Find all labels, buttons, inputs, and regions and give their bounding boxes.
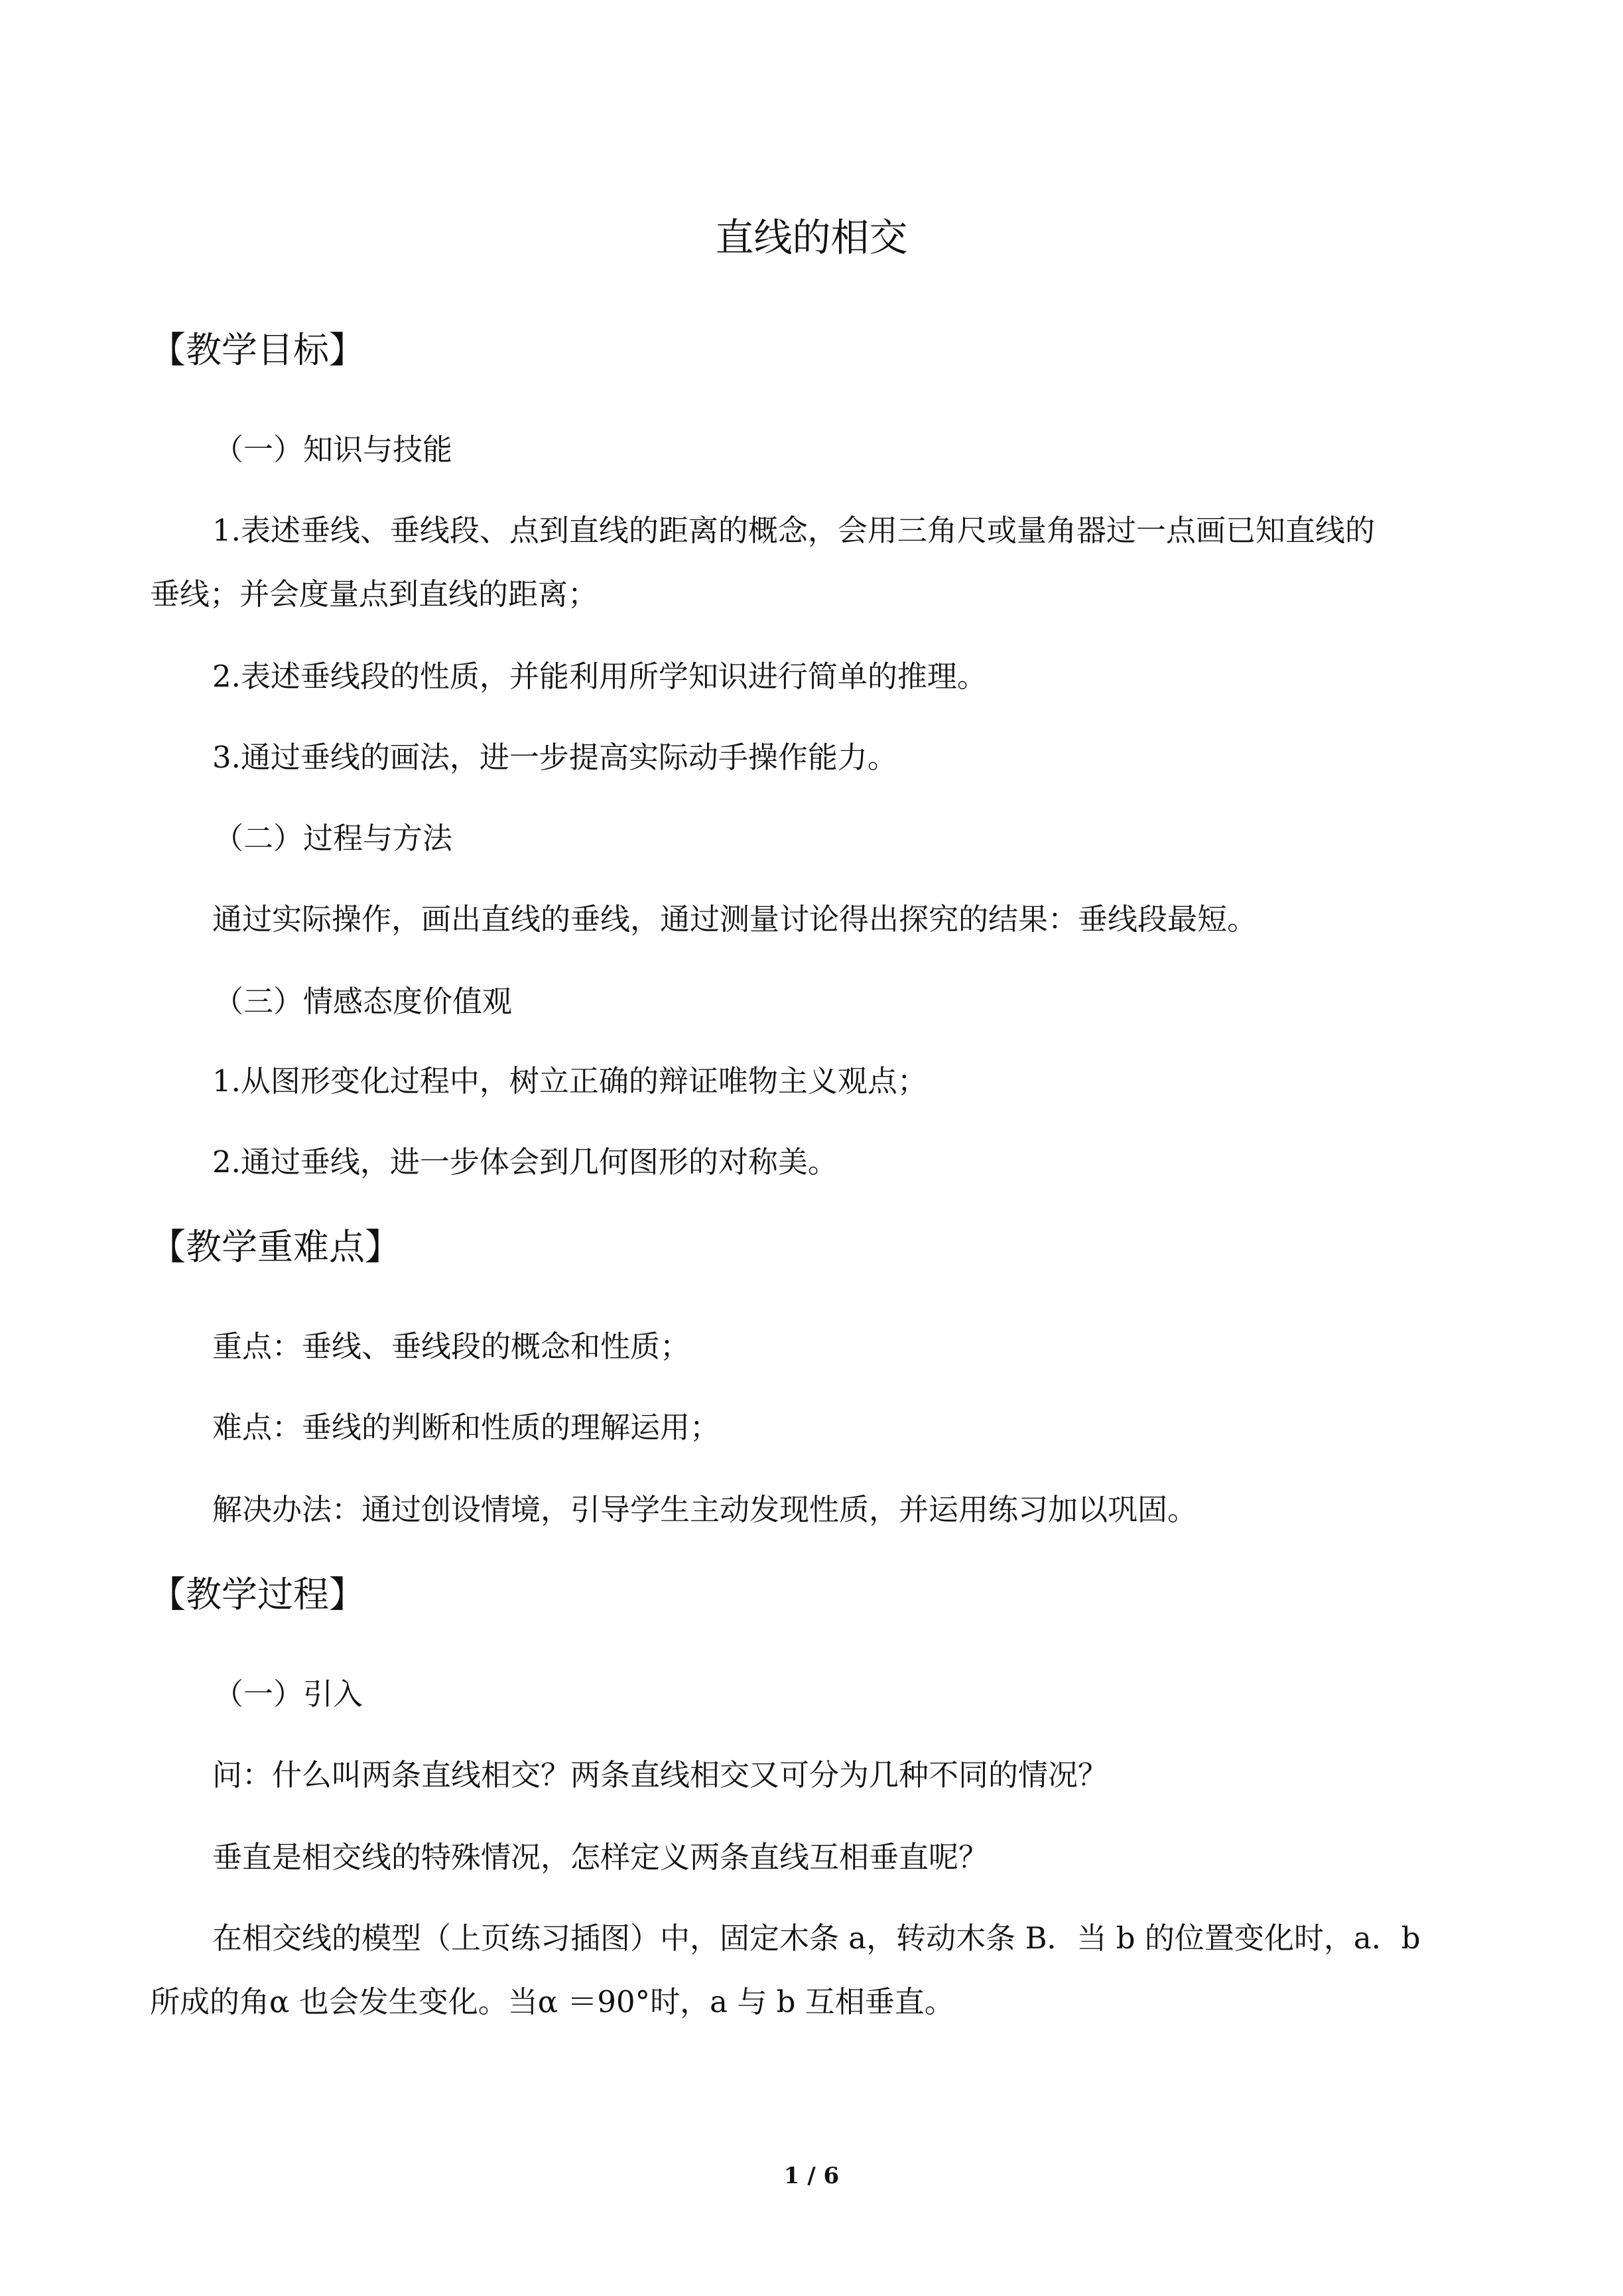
section-heading-key-difficult-points: 【教学重难点】: [150, 1226, 401, 1268]
page-number: 1 / 6: [783, 2163, 840, 2189]
paragraph-goal-1-line-2: 垂线；并会度量点到直线的距离；: [150, 576, 598, 612]
subheading-introduction: （一）引入: [214, 1676, 363, 1712]
subheading-process-method: （二）过程与方法: [214, 821, 453, 856]
paragraph-key-point: 重点：垂线、垂线段的概念和性质；: [212, 1329, 690, 1364]
paragraph-model-line-1: 在相交线的模型（上页练习插图）中，固定木条 a，转动木条 B．当 b 的位置变化时，a．b: [212, 1921, 1421, 1956]
section-heading-teaching-goals: 【教学目标】: [150, 329, 365, 371]
document-title: 直线的相交: [715, 215, 908, 260]
paragraph-goal-1-line-1: 1.表述垂线、垂线段、点到直线的距离的概念，会用三角尺或量角器过一点画已知直线的: [212, 513, 1375, 548]
paragraph-perpendicular-definition: 垂直是相交线的特殊情况，怎样定义两条直线互相垂直呢？: [212, 1840, 989, 1875]
paragraph-solution: 解决办法：通过创设情境，引导学生主动发现性质，并运用练习加以巩固。: [212, 1492, 1198, 1527]
subheading-knowledge-skills: （一）知识与技能: [214, 432, 453, 467]
paragraph-emotion-1: 1.从图形变化过程中，树立正确的辩证唯物主义观点；: [212, 1063, 927, 1099]
section-heading-teaching-process: 【教学过程】: [150, 1574, 365, 1615]
subheading-emotion-values: （三）情感态度价值观: [214, 984, 513, 1019]
paragraph-difficult-point: 难点：垂线的判断和性质的理解运用；: [212, 1410, 720, 1445]
paragraph-question: 问：什么叫两条直线相交？两条直线相交又可分为几种不同的情况？: [212, 1757, 1108, 1792]
paragraph-goal-3: 3.通过垂线的画法，进一步提高实际动手操作能力。: [212, 740, 897, 775]
paragraph-model-line-2: 所成的角α 也会发生变化。当α ＝90°时，a 与 b 互相垂直。: [150, 1984, 954, 2019]
paragraph-goal-2: 2.表述垂线段的性质，并能利用所学知识进行简单的推理。: [212, 659, 987, 694]
paragraph-process-method: 通过实际操作，画出直线的垂线，通过测量讨论得出探究的结果：垂线段最短。: [212, 902, 1258, 937]
paragraph-emotion-2: 2.通过垂线，进一步体会到几何图形的对称美。: [212, 1144, 838, 1180]
